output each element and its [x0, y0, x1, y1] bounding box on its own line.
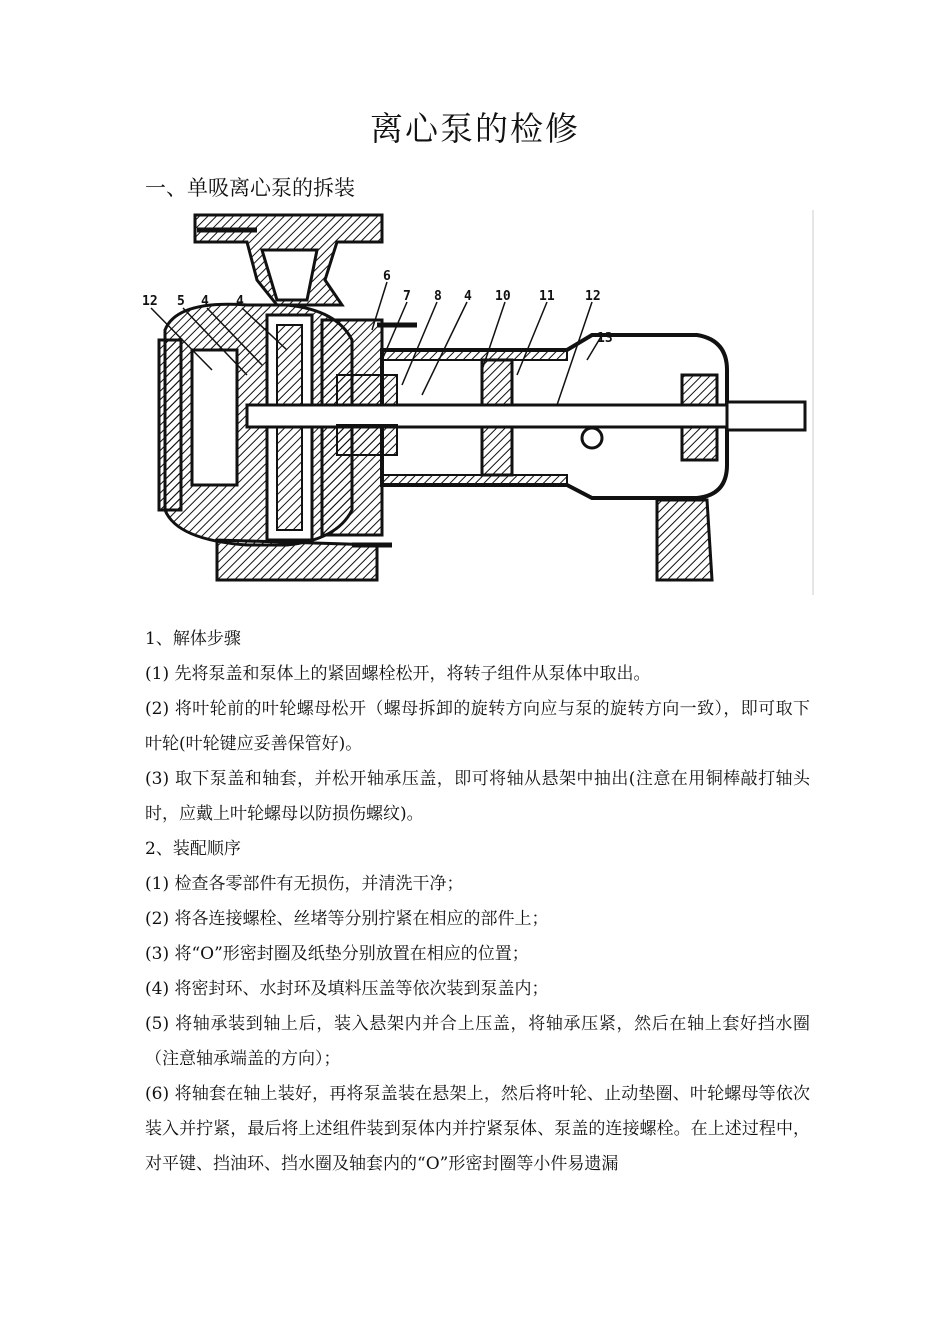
subheading: 2、装配顺序: [145, 839, 241, 859]
pump-drawing: [137, 210, 817, 595]
section-heading: 一、单吸离心泵的拆装: [145, 176, 355, 200]
part-label: 4: [236, 294, 244, 309]
packing-seal: [337, 425, 397, 455]
paragraph: (4) 将密封环、水封环及填料压盖等依次装到泵盖内；: [145, 979, 549, 999]
shaft: [247, 405, 792, 427]
part-label: 12: [585, 289, 601, 304]
suction-inlet: [192, 350, 237, 485]
part-label: 8: [434, 289, 442, 304]
paragraph: (1) 先将泵盖和泵体上的紧固螺栓松开，将转子组件从泵体中取出。: [145, 664, 651, 684]
document-body: [145, 622, 810, 1182]
part-label: 5: [177, 294, 185, 309]
bracket-foot: [657, 500, 712, 580]
part-label: 4: [201, 294, 209, 309]
subheading: 1、解体步骤: [145, 629, 241, 649]
part-label: 11: [539, 289, 555, 304]
paragraph: (5) 将轴承装到轴上后，装入悬架内并合上压盖，将轴承压紧，然后在轴上套好挡水圈（注意轴承端盖的方向）；: [145, 1014, 810, 1069]
part-label: 12: [142, 294, 158, 309]
paragraph: (2) 将各连接螺栓、丝堵等分别拧紧在相应的部件上；: [145, 909, 549, 929]
part-label: 13: [597, 331, 613, 346]
part-label: 7: [403, 289, 411, 304]
part-label: 10: [495, 289, 511, 304]
paragraph: (6) 将轴套在轴上装好，再将泵盖装在悬架上，然后将叶轮、止动垫圈、叶轮螺母等依次装入并拧紧，最后将上述组件装到泵体内并拧紧泵体、泵盖的连接螺栓。在上述过程中，对平键、挡油环、挡水圈及轴套内的“O”形密封圈等小件易遗漏: [145, 1084, 810, 1174]
paragraph: (1) 检查各零部件有无损伤，并清洗干净；: [145, 874, 464, 894]
pump-cross-section-figure: [137, 210, 817, 595]
part-label: 6: [383, 269, 391, 284]
shaft-end: [727, 402, 805, 430]
page-title: 离心泵的检修: [370, 109, 580, 148]
paragraph: (3) 将“O”形密封圈及纸垫分别放置在相应的位置；: [145, 944, 529, 964]
part-label: 4: [464, 289, 472, 304]
paragraph: (2) 将叶轮前的叶轮螺母松开（螺母拆卸的旋转方向应与泵的旋转方向一致），即可取下叶轮(叶轮键应妥善保管好)。: [145, 699, 810, 754]
paragraph: (3) 取下泵盖和轴套，并松开轴承压盖，即可将轴从悬架中抽出(注意在用铜棒敲打轴头时，应戴上叶轮螺母以防损伤螺纹)。: [145, 769, 810, 824]
